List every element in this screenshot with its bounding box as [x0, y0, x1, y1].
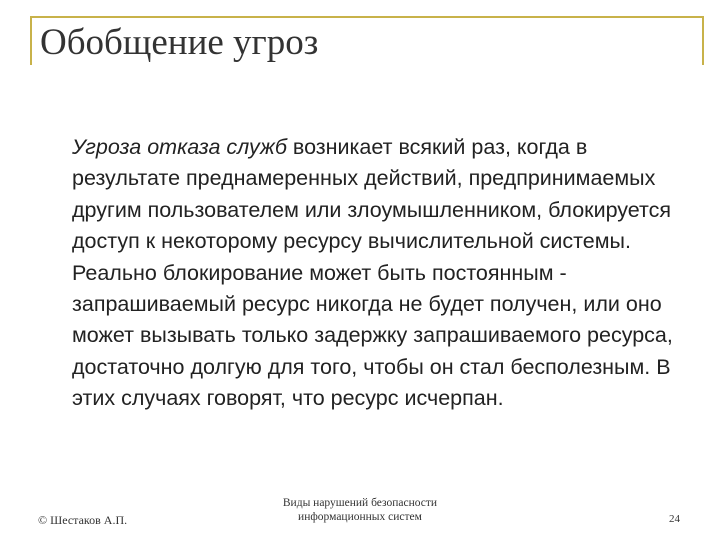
title-frame-right-border	[702, 16, 704, 65]
footer-course-title-line1: Виды нарушений безопасности	[282, 497, 438, 509]
slide-body-text	[72, 132, 696, 415]
body-lead-term: Угроза отказа служб	[72, 135, 287, 159]
footer-page-number: 24	[669, 513, 680, 525]
footer-course-title	[250, 496, 470, 524]
title-frame-top-border	[30, 16, 704, 18]
footer-course-title-line2: информационных систем	[298, 511, 422, 523]
slide-title: Обобщение угроз	[40, 22, 319, 63]
title-frame-left-border	[30, 16, 32, 65]
footer-author: © Шестаков А.П.	[38, 513, 128, 527]
body-rest-text: возникает всякий раз, когда в результате преднамеренных действий, предпринимаемых другим пользователем или злоумышленником, блокируется доступ к некоторому ресурсу вычислительной системы. Реально блокирование может быть постоянным - запрашиваемый ресурс никогда не будет получен, или оно может вызывать только задержку запрашиваемого ресурса, достаточно долгую для того, чтобы он стал бесполезным. В этих случаях говорят, что ресурс исчерпан.	[72, 135, 673, 411]
